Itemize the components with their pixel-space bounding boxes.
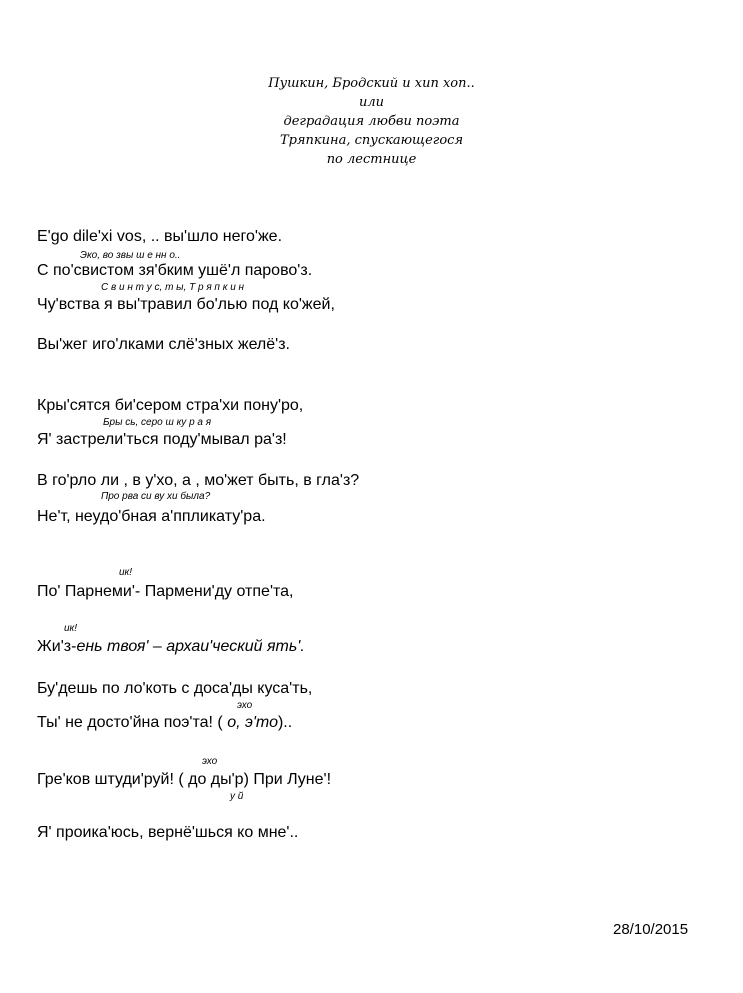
margin-note: С в и н т у с, т ы, Т р я п к и н bbox=[101, 282, 245, 293]
poem-line: Не'т, неудо'бная а'ппликату'ра. bbox=[37, 508, 266, 525]
line-fragment: ).. bbox=[277, 714, 293, 731]
poem-line: Кры'сятся би'сером стра'хи пону'ро, bbox=[37, 397, 304, 414]
line-fragment: о, э'то bbox=[227, 714, 278, 731]
poem-line: Вы'жег иго'лками слё'зных желё'з. bbox=[37, 336, 290, 353]
margin-note: ик! bbox=[119, 567, 133, 578]
line-fragment: ень твоя' – архаи'ческий ять'. bbox=[76, 638, 305, 655]
title-line: Тряпкина, спускающегося bbox=[279, 133, 464, 148]
line-fragment: Жи'з- bbox=[37, 638, 77, 655]
poem-line: Я' проика'юсь, вернё'шься ко мне'.. bbox=[37, 824, 299, 841]
margin-note: Про рва си ву хи была? bbox=[101, 491, 211, 502]
poem-line bbox=[37, 638, 305, 656]
poem-line: Бу'дешь по ло'коть с доса'ды куса'ть, bbox=[37, 680, 313, 697]
poem-line: E'go dile'xi vos, .. вы'шло него'же. bbox=[37, 228, 283, 245]
poem-line: В го'рло ли , в у'хо, а , мо'жет быть, в гла'з? bbox=[37, 472, 360, 489]
line-fragment: Ты' не досто'йна поэ'та! ( bbox=[37, 714, 228, 731]
margin-note: Эко, во звы ш е нн о.. bbox=[80, 250, 181, 261]
document-date: 28/10/2015 bbox=[613, 921, 689, 938]
margin-note: ик! bbox=[64, 623, 78, 634]
margin-note: у й bbox=[230, 791, 244, 802]
margin-note: эхо bbox=[202, 756, 218, 767]
poem-line bbox=[37, 714, 292, 732]
title-line: деградация любви поэта bbox=[283, 114, 460, 129]
margin-note: Бры сь, серо ш ку р а я bbox=[103, 417, 212, 428]
title-line: или bbox=[358, 95, 385, 110]
poem-line: Я' застрели'ться поду'мывал ра'з! bbox=[37, 431, 287, 448]
poem-line: С по'свистом зя'бким ушё'л парово'з. bbox=[37, 262, 313, 279]
poem-line: Гре'ков штуди'руй! ( до ды'р) При Луне'! bbox=[37, 771, 332, 788]
poem-line: По' Парнеми'- Пармени'ду отпе'та, bbox=[37, 583, 294, 600]
poem-line: Чу'вства я вы'травил бо'лью под ко'жей, bbox=[37, 296, 335, 313]
title-line: Пушкин, Бродский и хип хоп.. bbox=[268, 76, 475, 91]
margin-note: эхо bbox=[237, 700, 253, 711]
title-line: по лестнице bbox=[326, 152, 417, 167]
poem-title bbox=[0, 74, 743, 169]
